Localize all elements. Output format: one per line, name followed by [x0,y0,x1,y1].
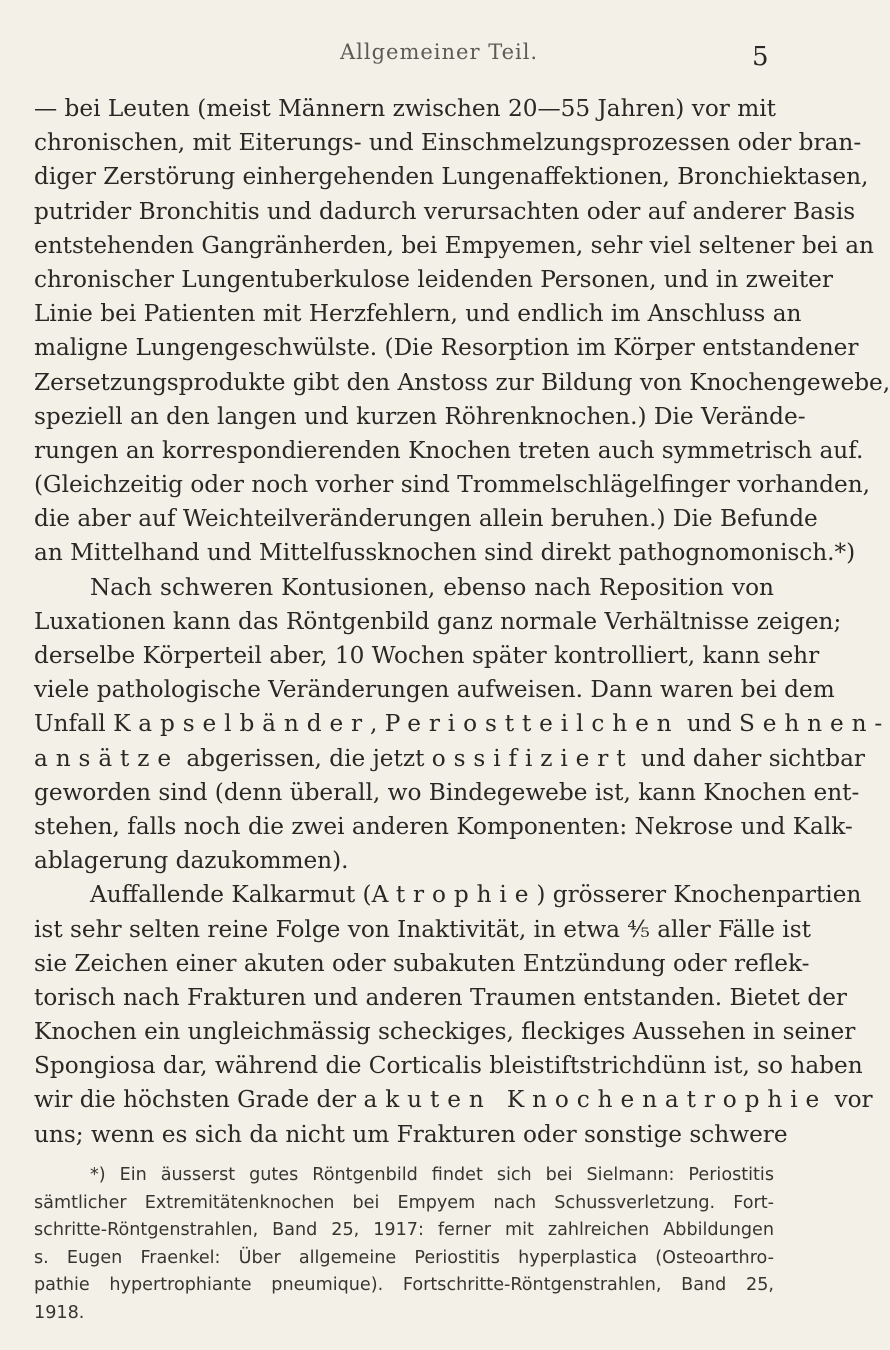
text-line: Zersetzungsprodukte gibt den Anstoss zur Bildung von Knochengewebe, [34,368,890,396]
text-line: Linie bei Patienten mit Herzfehlern, und endlich im Anschluss an [34,300,802,328]
text-line: entstehenden Gangränherden, bei Empyemen, sehr viel seltener bei an [34,231,874,259]
text-line: rungen an korrespondierenden Knochen treten auch symmetrisch auf. [34,436,864,464]
text-run: , [370,710,385,738]
text-line: an Mittelhand und Mittelfussknochen sind direkt pathognomonisch.*) [34,539,856,567]
footnote [34,1162,774,1327]
text-line [34,878,862,912]
text-line: derselbe Körperteil aber, 10 Wochen später kontrolliert, kann sehr [34,642,820,669]
text-line: ist sehr selten reine Folge von Inaktivität, in etwa ⁴⁄₅ aller Fälle ist [34,915,811,943]
spaced-text: ossifiziert [431,744,634,772]
text-line: sie Zeichen einer akuten oder subakuten Entzündung oder reflek- [34,949,810,977]
text-line: geworden sind (denn überall, wo Bindegewebe ist, kann Knochen ent- [34,778,860,806]
text-line: Luxationen kann das Röntgenbild ganz normale Verhältnisse zeigen; [34,607,842,635]
text-line: diger Zerstörung einhergehenden Lungenaffektionen, Bronchiektasen, [34,163,869,191]
text-run: und [679,710,739,738]
spaced-text: Periostteilchen [384,710,680,738]
text-line: putrider Bronchitis und dadurch verursachten oder auf anderer Basis [34,197,856,225]
text-line: die aber auf Weichteilveränderungen allein beruhen.) Die Befunde [34,505,818,533]
footnote-line: *) Ein äusserst gutes Röntgenbild findet sich bei Sielmann: Periostitis [90,1165,774,1185]
text-line: Knochen ein ungleichmässig scheckiges, fleckiges Aussehen in seiner [34,1018,856,1046]
page-number: 5 [752,42,769,72]
text-line [34,1083,873,1117]
footnote-line: pathie hypertrophiante pneumique). Fortschritte-Röntgenstrahlen, Band 25, [34,1275,774,1295]
page-header [0,40,800,80]
text-run: vor [827,1086,873,1114]
spaced-text: ansätze [34,744,179,772]
text-run: ) grösserer Knochenpartien [536,881,862,909]
footnote-line: 1918. [34,1302,85,1323]
text-run: und daher sichtbar [633,744,866,772]
text-run: wir die höchsten Grade der [34,1086,364,1114]
footnote-line: schritte-Röntgenstrahlen, Band 25, 1917: ferner mit zahlreichen Abbildungen [34,1220,774,1240]
text-run: abgerissen, die jetzt [178,744,432,772]
body-text [34,92,890,1152]
text-line: Spongiosa dar, während die Corticalis bleistiftstrichdünn ist, so haben [34,1052,863,1080]
text-line [34,707,890,741]
text-line: — bei Leuten (meist Männern zwischen 20—55 Jahren) vor mit [34,95,776,122]
text-line: speziell an den langen und kurzen Röhrenknochen.) Die Verände- [34,402,806,430]
text-line [34,742,866,776]
text-line: viele pathologische Veränderungen aufweisen. Dann waren bei dem [34,676,835,704]
spaced-text: akuten Knochenatrophie [363,1086,828,1114]
text-line: chronischen, mit Eiterungs- und Einschmelzungsprozessen oder bran- [34,129,862,157]
text-line: Nach schweren Kontusionen, ebenso nach Reposition von [90,573,774,601]
spaced-text: Kapselbänder [113,710,371,738]
text-line: (Gleichzeitig oder noch vorher sind Trommelschlägelfinger vorhanden, [34,471,871,499]
footnote-line: s. Eugen Fraenkel: Über allgemeine Periostitis hyperplastica (Osteoarthro- [34,1247,774,1268]
text-line: torisch nach Frakturen und anderen Traumen entstanden. Bietet der [34,983,848,1011]
spaced-text: Sehnen- [738,710,890,738]
running-title: Allgemeiner Teil. [340,40,539,64]
text-line: ablagerung dazukommen). [34,847,349,875]
text-line: uns; wenn es sich da nicht um Frakturen oder sonstige schwere [34,1120,788,1148]
text-line: stehen, falls noch die zwei anderen Komponenten: Nekrose und Kalk- [34,812,853,840]
text-line: chronischer Lungentuberkulose leidenden Personen, und in zweiter [34,265,833,293]
text-run: Auffallende Kalkarmut ( [90,881,372,909]
text-line: maligne Lungengeschwülste. (Die Resorption im Körper entstandener [34,334,859,362]
footnote-line: sämtlicher Extremitätenknochen bei Empyem nach Schussverletzung. Fort- [34,1192,774,1213]
text-run: Unfall [34,710,114,738]
spaced-text: Atrophie [371,881,537,909]
